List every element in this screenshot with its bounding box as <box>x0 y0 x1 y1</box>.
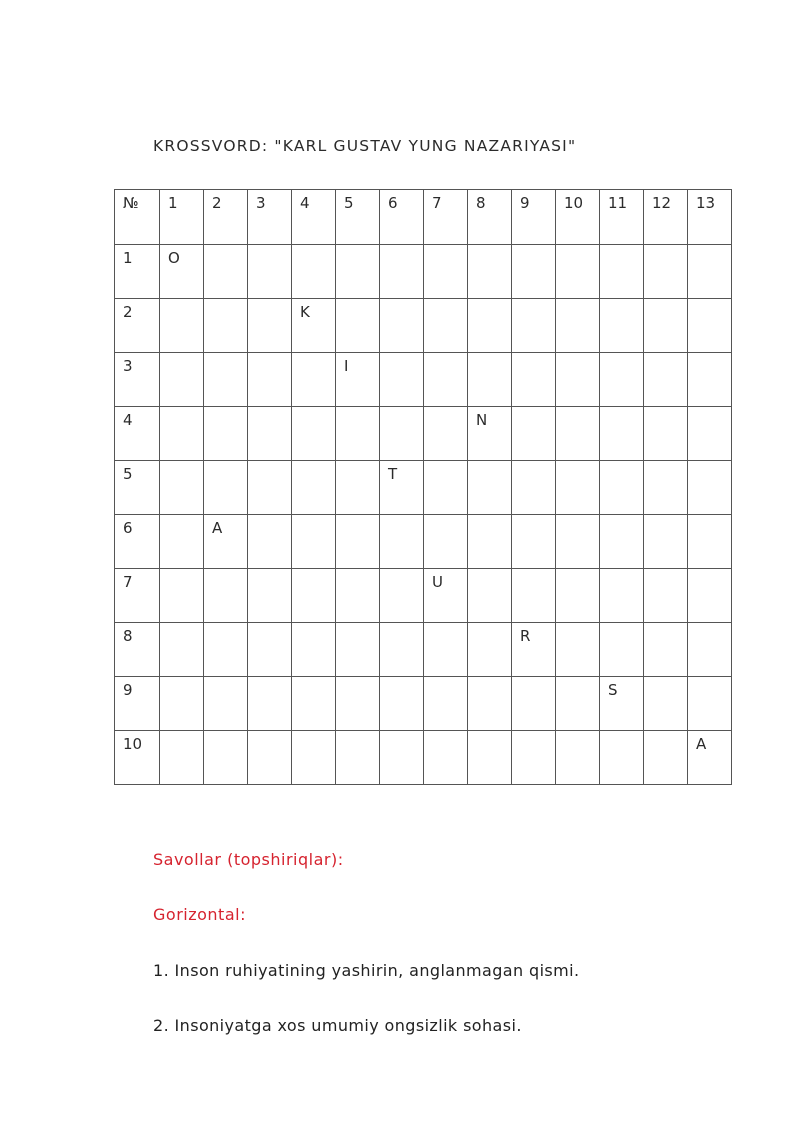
grid-cell[interactable] <box>424 299 468 353</box>
grid-cell[interactable] <box>380 569 424 623</box>
grid-cell[interactable] <box>204 245 248 299</box>
grid-cell[interactable] <box>380 353 424 407</box>
grid-cell[interactable] <box>160 299 204 353</box>
grid-cell[interactable] <box>600 407 644 461</box>
grid-cell[interactable] <box>644 515 688 569</box>
grid-cell[interactable] <box>380 677 424 731</box>
grid-cell[interactable] <box>468 515 512 569</box>
grid-cell[interactable] <box>160 407 204 461</box>
grid-cell[interactable] <box>292 623 336 677</box>
grid-cell[interactable] <box>292 245 336 299</box>
grid-cell[interactable] <box>600 731 644 785</box>
grid-row-number: 10 <box>115 731 160 785</box>
grid-cell[interactable] <box>380 299 424 353</box>
grid-cell[interactable]: R <box>512 623 556 677</box>
grid-cell[interactable] <box>248 353 292 407</box>
grid-cell[interactable] <box>204 353 248 407</box>
grid-cell[interactable] <box>248 515 292 569</box>
grid-row <box>115 623 732 677</box>
grid-column-header: 8 <box>468 190 512 245</box>
grid-cell[interactable] <box>292 515 336 569</box>
grid-cell[interactable] <box>556 245 600 299</box>
grid-cell[interactable] <box>380 623 424 677</box>
grid-cell[interactable] <box>644 299 688 353</box>
grid-corner-cell: № <box>115 190 160 245</box>
grid-row <box>115 461 732 515</box>
grid-cell[interactable] <box>512 245 556 299</box>
grid-cell[interactable] <box>292 407 336 461</box>
grid-cell[interactable] <box>424 677 468 731</box>
grid-cell[interactable] <box>248 461 292 515</box>
grid-cell[interactable]: U <box>424 569 468 623</box>
grid-cell[interactable] <box>688 569 732 623</box>
grid-cell[interactable] <box>380 407 424 461</box>
grid-row-number: 6 <box>115 515 160 569</box>
grid-cell[interactable] <box>424 245 468 299</box>
clue-item: 1. Inson ruhiyatining yashirin, anglanmagan qismi. <box>153 961 580 980</box>
grid-cell[interactable] <box>688 623 732 677</box>
grid-cell[interactable]: N <box>468 407 512 461</box>
grid-cell[interactable] <box>204 677 248 731</box>
grid-cell[interactable] <box>468 461 512 515</box>
grid-cell[interactable] <box>512 731 556 785</box>
grid-cell[interactable] <box>644 245 688 299</box>
grid-column-header: 5 <box>336 190 380 245</box>
grid-cell[interactable] <box>644 569 688 623</box>
grid-cell[interactable] <box>512 461 556 515</box>
grid-column-header: 3 <box>248 190 292 245</box>
grid-cell[interactable] <box>644 623 688 677</box>
grid-cell[interactable]: A <box>204 515 248 569</box>
grid-cell[interactable] <box>160 569 204 623</box>
grid-cell[interactable] <box>512 677 556 731</box>
grid-cell[interactable] <box>336 461 380 515</box>
grid-cell[interactable] <box>292 353 336 407</box>
grid-cell[interactable] <box>160 353 204 407</box>
grid-cell[interactable] <box>248 677 292 731</box>
grid-cell[interactable] <box>512 407 556 461</box>
grid-cell[interactable] <box>556 677 600 731</box>
grid-cell[interactable] <box>336 569 380 623</box>
grid-row-number: 7 <box>115 569 160 623</box>
grid-cell[interactable] <box>556 731 600 785</box>
grid-cell[interactable] <box>336 731 380 785</box>
grid-cell[interactable] <box>336 623 380 677</box>
grid-column-header: 13 <box>688 190 732 245</box>
grid-column-header: 11 <box>600 190 644 245</box>
grid-cell[interactable] <box>424 731 468 785</box>
grid-cell[interactable] <box>204 299 248 353</box>
grid-cell[interactable] <box>512 515 556 569</box>
grid-row <box>115 299 732 353</box>
grid-cell[interactable] <box>204 407 248 461</box>
grid-cell[interactable] <box>204 623 248 677</box>
grid-cell[interactable] <box>424 353 468 407</box>
grid-cell[interactable] <box>292 677 336 731</box>
grid-cell[interactable] <box>160 515 204 569</box>
grid-cell[interactable] <box>468 353 512 407</box>
grid-row <box>115 731 732 785</box>
grid-cell[interactable] <box>248 731 292 785</box>
grid-cell[interactable] <box>556 515 600 569</box>
grid-cell[interactable] <box>600 353 644 407</box>
grid-cell[interactable] <box>380 515 424 569</box>
grid-cell[interactable] <box>468 569 512 623</box>
grid-row-number: 5 <box>115 461 160 515</box>
grid-row <box>115 407 732 461</box>
grid-row-number: 4 <box>115 407 160 461</box>
grid-cell[interactable] <box>424 407 468 461</box>
grid-cell[interactable] <box>336 299 380 353</box>
grid-cell[interactable] <box>600 623 644 677</box>
horizontal-heading: Gorizontal: <box>153 905 246 924</box>
grid-cell[interactable] <box>248 407 292 461</box>
grid-column-header: 7 <box>424 190 468 245</box>
grid-cell[interactable] <box>688 461 732 515</box>
grid-cell[interactable] <box>424 623 468 677</box>
grid-cell[interactable] <box>556 569 600 623</box>
grid-cell[interactable] <box>556 623 600 677</box>
grid-cell[interactable]: T <box>380 461 424 515</box>
grid-cell[interactable] <box>248 299 292 353</box>
grid-cell[interactable] <box>336 515 380 569</box>
crossword-grid <box>114 189 732 785</box>
grid-cell[interactable] <box>424 461 468 515</box>
grid-cell[interactable] <box>292 569 336 623</box>
grid-cell[interactable] <box>468 731 512 785</box>
grid-cell[interactable] <box>688 407 732 461</box>
grid-cell[interactable] <box>468 299 512 353</box>
grid-cell[interactable] <box>512 569 556 623</box>
grid-cell[interactable] <box>600 299 644 353</box>
grid-cell[interactable] <box>512 353 556 407</box>
grid-cell[interactable] <box>468 677 512 731</box>
grid-cell[interactable] <box>248 623 292 677</box>
grid-column-header: 10 <box>556 190 600 245</box>
grid-cell[interactable] <box>160 677 204 731</box>
questions-heading: Savollar (topshiriqlar): <box>153 850 344 869</box>
grid-row <box>115 245 732 299</box>
grid-row <box>115 353 732 407</box>
grid-row-number: 8 <box>115 623 160 677</box>
grid-cell[interactable] <box>688 515 732 569</box>
grid-column-header: 12 <box>644 190 688 245</box>
grid-cell[interactable] <box>688 353 732 407</box>
grid-cell[interactable] <box>204 569 248 623</box>
grid-cell[interactable] <box>336 245 380 299</box>
grid-cell[interactable] <box>556 461 600 515</box>
grid-cell[interactable]: A <box>688 731 732 785</box>
grid-cell[interactable] <box>204 731 248 785</box>
grid-cell[interactable] <box>248 245 292 299</box>
grid-cell[interactable] <box>468 623 512 677</box>
grid-cell[interactable] <box>556 407 600 461</box>
grid-cell[interactable] <box>512 299 556 353</box>
grid-cell[interactable] <box>160 461 204 515</box>
grid-cell[interactable]: K <box>292 299 336 353</box>
grid-column-header: 1 <box>160 190 204 245</box>
grid-cell[interactable] <box>644 353 688 407</box>
grid-cell[interactable] <box>644 407 688 461</box>
grid-cell[interactable] <box>380 245 424 299</box>
grid-row <box>115 515 732 569</box>
grid-row <box>115 677 732 731</box>
grid-cell[interactable] <box>600 461 644 515</box>
grid-cell[interactable] <box>292 731 336 785</box>
grid-row-number: 1 <box>115 245 160 299</box>
grid-body <box>115 245 732 785</box>
grid-cell[interactable] <box>292 461 336 515</box>
grid-cell[interactable] <box>644 731 688 785</box>
grid-cell[interactable] <box>600 245 644 299</box>
grid-column-header: 2 <box>204 190 248 245</box>
grid-cell[interactable]: I <box>336 353 380 407</box>
grid-header-row <box>115 190 732 245</box>
page-title: KROSSVORD: "KARL GUSTAV YUNG NAZARIYASI" <box>153 137 577 155</box>
grid-column-header: 9 <box>512 190 556 245</box>
grid-cell[interactable] <box>600 515 644 569</box>
clue-item: 2. Insoniyatga xos umumiy ongsizlik sohasi. <box>153 1016 522 1035</box>
grid-cell[interactable] <box>644 461 688 515</box>
grid-cell[interactable] <box>600 569 644 623</box>
grid-cell[interactable] <box>688 299 732 353</box>
grid-cell[interactable] <box>336 677 380 731</box>
grid-cell[interactable]: O <box>160 245 204 299</box>
grid-cell[interactable] <box>644 677 688 731</box>
grid-row-number: 9 <box>115 677 160 731</box>
grid-cell[interactable] <box>424 515 468 569</box>
grid-cell[interactable] <box>204 461 248 515</box>
grid-cell[interactable] <box>160 623 204 677</box>
grid-cell[interactable]: S <box>600 677 644 731</box>
grid-cell[interactable] <box>468 245 512 299</box>
grid-cell[interactable] <box>160 731 204 785</box>
grid-cell[interactable] <box>380 731 424 785</box>
grid-row-number: 2 <box>115 299 160 353</box>
grid-row-number: 3 <box>115 353 160 407</box>
grid-cell[interactable] <box>688 677 732 731</box>
grid-row <box>115 569 732 623</box>
grid-cell[interactable] <box>248 569 292 623</box>
grid-cell[interactable] <box>336 407 380 461</box>
grid-column-header: 4 <box>292 190 336 245</box>
grid-cell[interactable] <box>556 353 600 407</box>
grid-column-header: 6 <box>380 190 424 245</box>
grid-cell[interactable] <box>688 245 732 299</box>
grid-cell[interactable] <box>556 299 600 353</box>
